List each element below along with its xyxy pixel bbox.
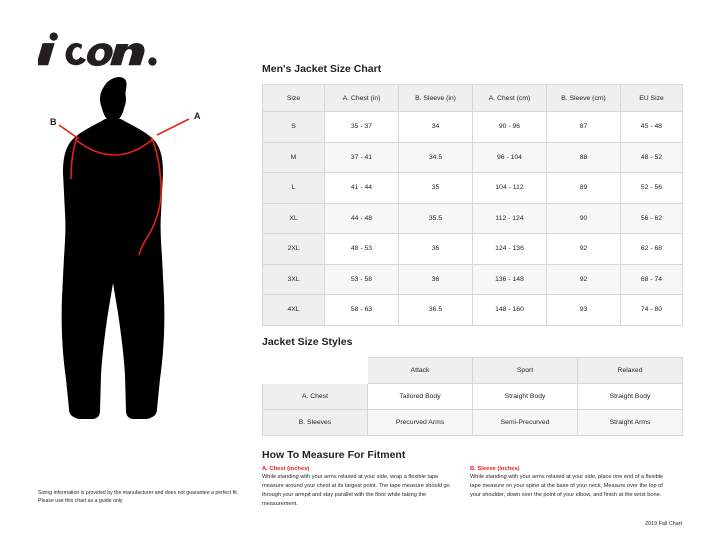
cell-sleeve-cm: 92 [547,234,621,265]
styles-cell-sleeves-attack: Precurved Arms [368,410,473,436]
cell-chest-cm: 112 - 124 [473,203,547,234]
how-to-measure-title: How To Measure For Fitment [262,449,406,461]
left-column [0,0,250,540]
styles-header-row [263,358,683,384]
styles-col-header-relaxed: Relaxed [578,358,683,384]
cell-chest-cm: 124 - 136 [473,234,547,265]
styles-cell-sleeves-sport: Semi-Precurved [473,410,578,436]
disclaimer-text: Sizing information is provided by the manufacturer and does not guarantee a perfect fit. Please use this chart as a guide only [38,490,239,505]
cell-sleeve-in: 36 [399,264,473,295]
icon-logo [38,30,158,70]
size-chart-table [262,84,683,326]
table-row [263,203,683,234]
cell-eu-size: 68 - 74 [621,264,683,295]
col-header-eu-size: EU Size [621,85,683,112]
styles-col-header-attack: Attack [368,358,473,384]
cell-chest-in: 37 - 41 [325,142,399,173]
styles-cell-chest-relaxed: Straight Body [578,384,683,410]
col-header-chest-in: A. Chest (in) [325,85,399,112]
measure-sleeve-column [470,466,666,509]
cell-chest-in: 48 - 53 [325,234,399,265]
cell-size: 3XL [263,264,325,295]
table-row [263,264,683,295]
cell-eu-size: 74 - 80 [621,295,683,326]
cell-eu-size: 52 - 56 [621,173,683,204]
cell-sleeve-in: 36.5 [399,295,473,326]
styles-row-label-sleeves: B. Sleeves [263,410,368,436]
cell-chest-cm: 148 - 160 [473,295,547,326]
styles-cell-chest-attack: Tailored Body [368,384,473,410]
styles-cell-chest-sport: Straight Body [473,384,578,410]
styles-corner-cell [263,358,368,384]
styles-col-header-sport: Sport [473,358,578,384]
body-measurement-figure [45,75,225,430]
size-chart-title: Men's Jacket Size Chart [262,63,382,75]
measure-chest-body: While standing with your arms relaxed at your side, wrap a flexible tape measure around your chest at its largest point. The tape measure should go through your armpit and stay parallel with the floor while taking the measurement. [262,474,450,507]
cell-size: 2XL [263,234,325,265]
table-row [263,410,683,436]
table-header-row [263,85,683,112]
styles-cell-sleeves-relaxed: Straight Arms [578,410,683,436]
col-header-sleeve-cm: B. Sleeve (cm) [547,85,621,112]
table-row [263,142,683,173]
col-header-chest-cm: A. Chest (cm) [473,85,547,112]
table-row [263,384,683,410]
measure-chest-heading: A. Chest (inches) [262,466,310,472]
size-chart-body [263,112,683,326]
cell-sleeve-in: 35 [399,173,473,204]
cell-sleeve-cm: 93 [547,295,621,326]
cell-eu-size: 48 - 52 [621,142,683,173]
cell-chest-cm: 104 - 112 [473,173,547,204]
measure-sleeve-body: While standing with your arms relaxed at your side, place one end of a flexible tape measure on your spine at the base of your neck, Measure over the top of your shoulder, down over the point of your elbow, and finish at the wrist bone. [470,474,664,498]
figure-label-a: A [194,111,201,121]
cell-sleeve-in: 34.5 [399,142,473,173]
size-chart-head [263,85,683,112]
cell-size: M [263,142,325,173]
cell-eu-size: 56 - 62 [621,203,683,234]
cell-sleeve-cm: 92 [547,264,621,295]
jacket-size-styles-title: Jacket Size Styles [262,336,353,348]
cell-sleeve-cm: 87 [547,112,621,143]
cell-chest-in: 53 - 58 [325,264,399,295]
cell-sleeve-cm: 88 [547,142,621,173]
table-row [263,234,683,265]
cell-size: S [263,112,325,143]
table-row [263,295,683,326]
cell-chest-in: 41 - 44 [325,173,399,204]
cell-chest-in: 35 - 37 [325,112,399,143]
measure-chest-column [262,466,458,509]
cell-chest-in: 58 - 63 [325,295,399,326]
figure-label-b: B [50,117,57,127]
cell-sleeve-in: 34 [399,112,473,143]
cell-size: 4XL [263,295,325,326]
cell-chest-cm: 136 - 148 [473,264,547,295]
cell-size: L [263,173,325,204]
col-header-sleeve-in: B. Sleeve (in) [399,85,473,112]
cell-eu-size: 62 - 68 [621,234,683,265]
styles-row-label-chest: A. Chest [263,384,368,410]
cell-chest-cm: 90 - 96 [473,112,547,143]
measure-sleeve-heading: B. Sleeve (inches) [470,466,520,472]
cell-size: XL [263,203,325,234]
col-header-size: Size [263,85,325,112]
table-row [263,112,683,143]
cell-chest-cm: 96 - 104 [473,142,547,173]
how-to-measure-block [262,466,682,509]
cell-eu-size: 45 - 48 [621,112,683,143]
jacket-size-styles-table [262,357,683,436]
table-row [263,173,683,204]
footer-note: 2019 Fall Chart [645,521,682,527]
cell-sleeve-cm: 90 [547,203,621,234]
cell-sleeve-in: 36 [399,234,473,265]
cell-chest-in: 44 - 48 [325,203,399,234]
cell-sleeve-in: 35.5 [399,203,473,234]
cell-sleeve-cm: 89 [547,173,621,204]
